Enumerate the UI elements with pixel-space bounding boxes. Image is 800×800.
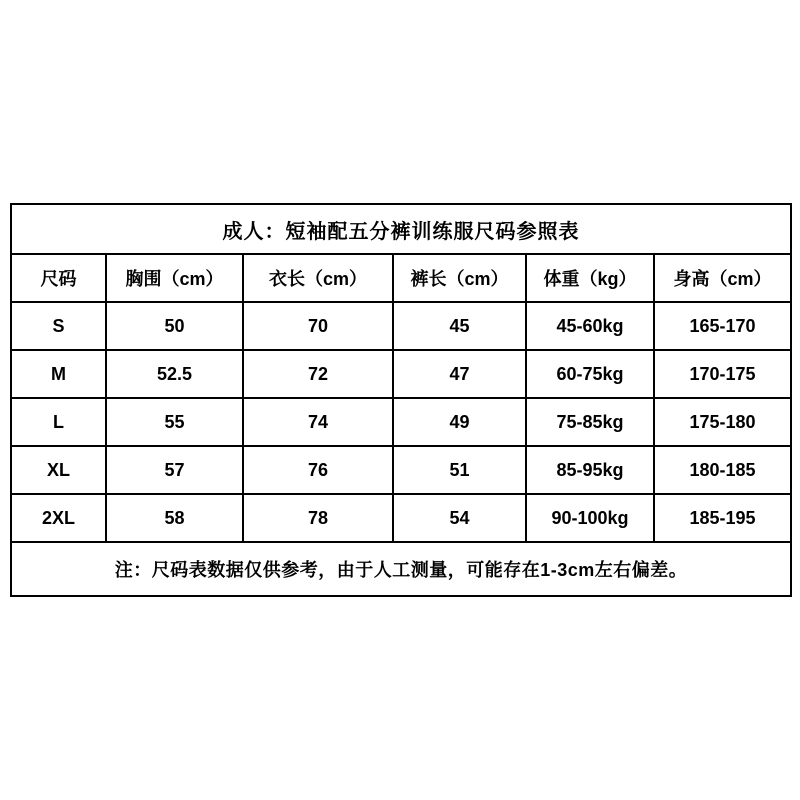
column-header-top-length: 衣长（cm） [243,254,393,302]
cell-weight: 90-100kg [526,494,654,542]
cell-pants-length: 45 [393,302,526,350]
cell-height: 185-195 [654,494,791,542]
cell-bust: 58 [106,494,243,542]
cell-size: XL [11,446,106,494]
cell-size: 2XL [11,494,106,542]
cell-top-length: 72 [243,350,393,398]
table-row [11,398,791,446]
cell-pants-length: 49 [393,398,526,446]
column-header-size: 尺码 [11,254,106,302]
cell-weight: 45-60kg [526,302,654,350]
table-note-row [11,542,791,596]
size-chart-table [10,203,792,597]
cell-height: 170-175 [654,350,791,398]
column-header-pants-length: 裤长（cm） [393,254,526,302]
cell-height: 175-180 [654,398,791,446]
column-header-weight: 体重（kg） [526,254,654,302]
cell-pants-length: 54 [393,494,526,542]
cell-bust: 52.5 [106,350,243,398]
cell-weight: 85-95kg [526,446,654,494]
table-note: 注：尺码表数据仅供参考，由于人工测量，可能存在1-3cm左右偏差。 [11,542,791,596]
table-title-row [11,204,791,254]
cell-bust: 57 [106,446,243,494]
cell-bust: 55 [106,398,243,446]
cell-pants-length: 47 [393,350,526,398]
cell-top-length: 76 [243,446,393,494]
cell-top-length: 74 [243,398,393,446]
table-row [11,350,791,398]
table-title: 成人：短袖配五分裤训练服尺码参照表 [11,204,791,254]
cell-size: S [11,302,106,350]
cell-height: 165-170 [654,302,791,350]
cell-weight: 60-75kg [526,350,654,398]
cell-pants-length: 51 [393,446,526,494]
table-row [11,302,791,350]
cell-top-length: 70 [243,302,393,350]
cell-size: L [11,398,106,446]
cell-top-length: 78 [243,494,393,542]
column-header-height: 身高（cm） [654,254,791,302]
size-chart-container [10,203,790,597]
table-row [11,494,791,542]
cell-height: 180-185 [654,446,791,494]
table-header-row [11,254,791,302]
cell-bust: 50 [106,302,243,350]
column-header-bust: 胸围（cm） [106,254,243,302]
cell-size: M [11,350,106,398]
table-row [11,446,791,494]
cell-weight: 75-85kg [526,398,654,446]
